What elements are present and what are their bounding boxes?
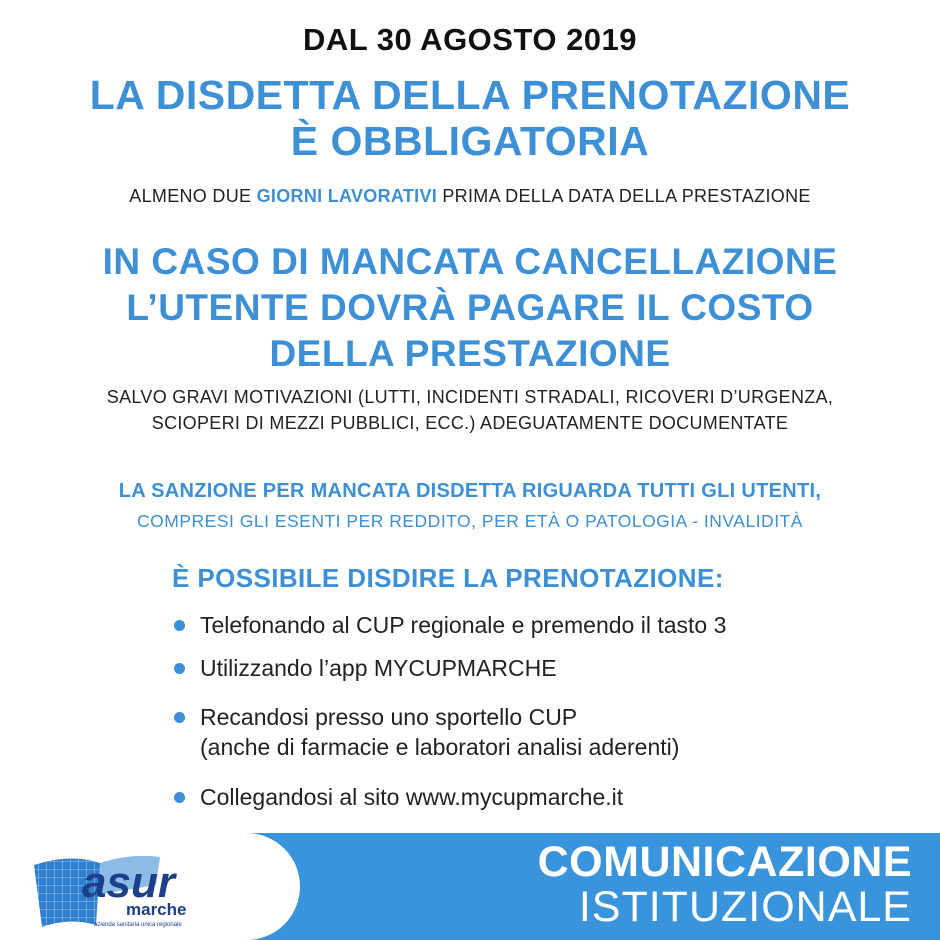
option-text: Utilizzando l’app MYCUPMARCHE — [200, 655, 557, 681]
penalty-headline-line-3: DELLA PRESTAZIONE — [269, 333, 671, 374]
subline-before: ALMENO DUE — [129, 186, 257, 206]
penalty-headline — [0, 239, 940, 377]
sanction-line-1: LA SANZIONE PER MANCATA DISDETTA RIGUARDA TUTTI GLI UTENTI, — [118, 480, 822, 502]
option-text-continued: (anche di farmacie e laboratori analisi aderenti) — [200, 734, 680, 760]
date-heading: DAL 30 AGOSTO 2019 — [302, 22, 638, 57]
notice-subline — [0, 186, 940, 207]
howto-title: È POSSIBILE DISDIRE LA PRENOTAZIONE: — [172, 563, 724, 593]
exception-note-line-1: SALVO GRAVI MOTIVAZIONI (LUTTI, INCIDENTI STRADALI, RICOVERI D’URGENZA, — [106, 387, 834, 407]
penalty-headline-line-2: L’UTENTE DOVRÀ PAGARE IL COSTO — [126, 287, 814, 328]
sanction-line-2: COMPRESI GLI ESENTI PER REDDITO, PER ETÀ O PATOLOGIA - INVALIDITÀ — [137, 511, 803, 531]
exception-note — [0, 384, 940, 436]
option-text: Telefonando al CUP regionale e premendo il tasto 3 — [200, 612, 727, 638]
main-headline — [0, 72, 940, 164]
banner-title-line-1: COMUNICAZIONE — [537, 838, 912, 886]
subline-after: PRIMA DELLA DATA DELLA PRESTAZIONE — [437, 186, 811, 206]
asur-marche-logo — [30, 845, 210, 935]
logo-wordmark: asur — [82, 858, 175, 907]
bullet-icon — [174, 712, 185, 723]
subline-highlight: GIORNI LAVORATIVI — [256, 186, 438, 206]
option-text: Recandosi presso uno sportello CUP — [200, 704, 578, 730]
bullet-icon — [174, 620, 185, 631]
banner-title-line-2: ISTITUZIONALE — [578, 883, 912, 931]
option-text: Collegandosi al sito www.mycupmarche.it — [200, 784, 624, 810]
penalty-headline-line-1: IN CASO DI MANCATA CANCELLAZIONE — [102, 241, 838, 282]
bullet-icon — [174, 792, 185, 803]
main-headline-line-2: È OBBLIGATORIA — [290, 118, 650, 164]
logo-region: marche — [126, 900, 187, 919]
main-headline-line-1: LA DISDETTA DELLA PRENOTAZIONE — [89, 72, 851, 118]
bullet-icon — [174, 663, 185, 674]
exception-note-line-2: SCIOPERI DI MEZZI PUBBLICI, ECC.) ADEGUATAMENTE DOCUMENTATE — [151, 413, 789, 433]
logo-tagline: azienda sanitaria unica regionale — [94, 922, 182, 928]
